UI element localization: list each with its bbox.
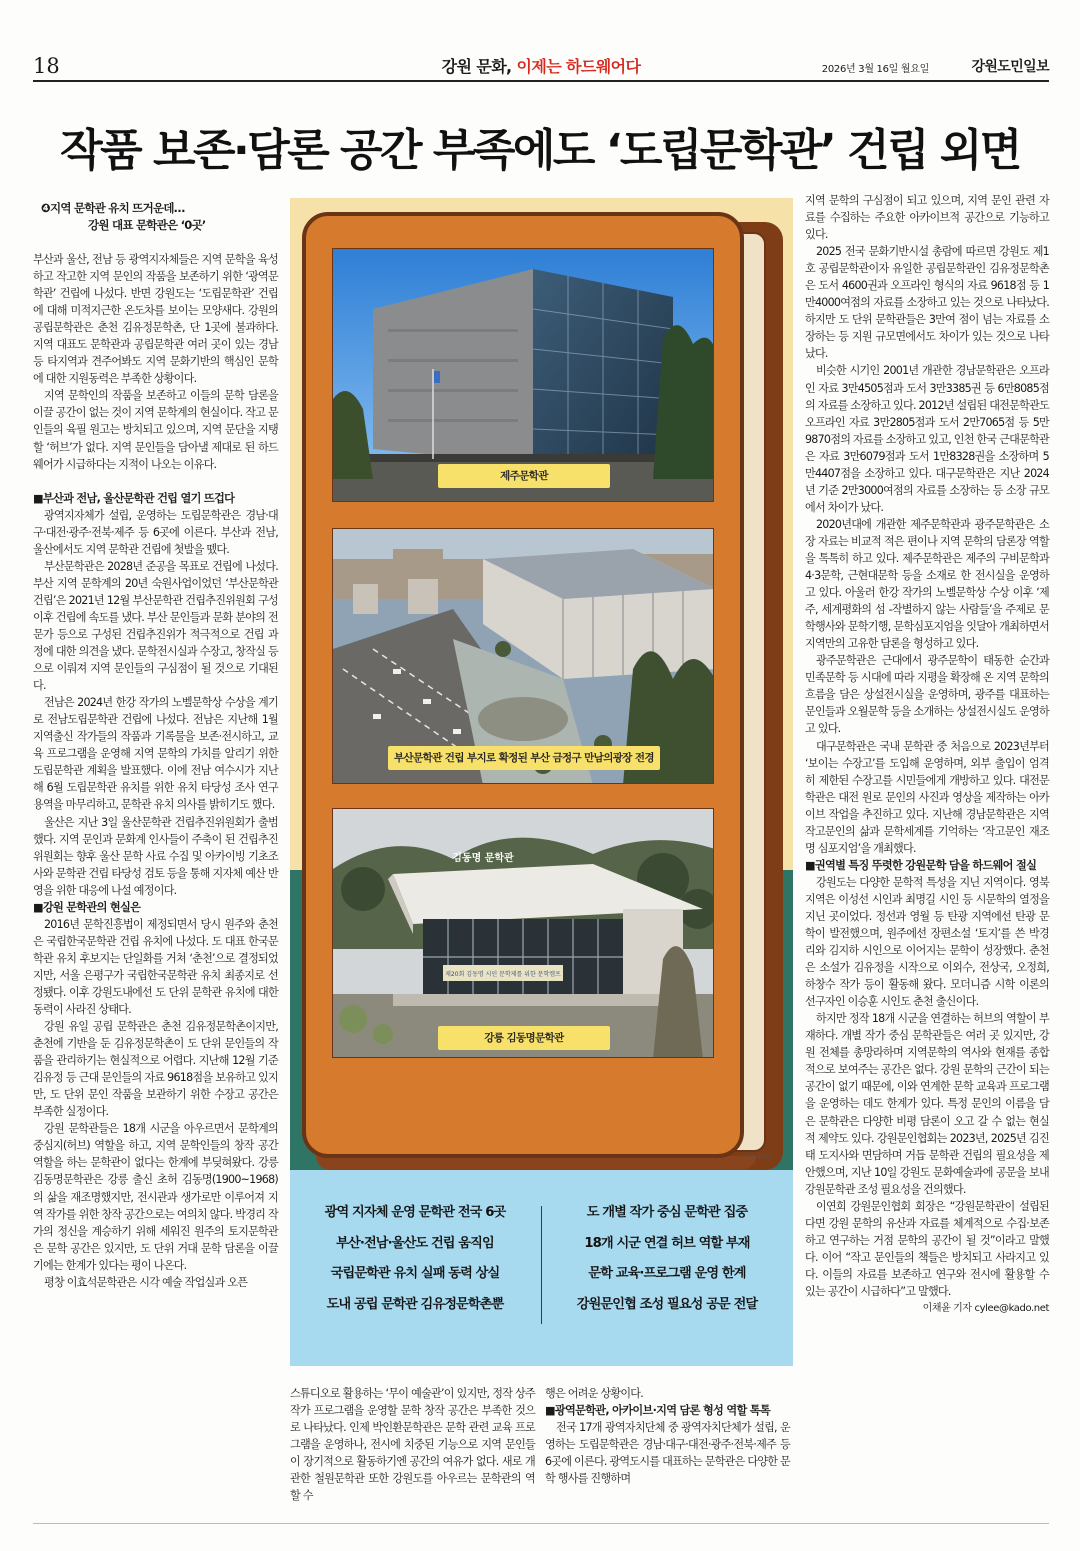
- photo-caption: 제주문학관: [438, 464, 610, 488]
- summary-item: 문학 교육·프로그램 운영 한계: [588, 1266, 746, 1281]
- paragraph: 스튜디오로 활용하는 ‘무이 예술관’이 있지만, 정작 상주작가 프로그램을 운영할 문학 창작 공간은 부족한 것으로 나타났다. 인제 박인환문학관은 문학 관련 교육 프로그램을 운영하나, 전시에 치중된 기능으로 지역 문인들이 장기적으로 활동하기엔 공간의 여유가 없다. 새로 개관한 철원문학관 또한 강원도를 아우르는 문학관의 역할 수: [290, 1387, 535, 1503]
- paragraph: 강원도는 다양한 문학적 특성을 지닌 지역이다. 영북 지역은 이성선 시인과 최명길 시인 등 시문학의 열정을 지닌 곳이었다. 정선과 영월 등 탄광 지역에선 탄광 문학이 발전했으며, 원주에선 장편소설 ‘토지’를 쓴 박경리와 김지하 시인으로 이어지는 문학이 성장했다. 춘천은 소설가 김유정을 시작으로 이외수, 전상국, 오정희, 하창수 작가 등이 활동해 왔다. 모더니즘 시학 이론의 선구자인 이승훈 시인도 춘천 출신이다.: [805, 875, 1049, 1009]
- paragraph: 지역 문학의 구심점이 되고 있으며, 지역 문인 관련 자료를 수집하는 주요한 아카이브적 공간으로 기능하고 있다.: [805, 194, 1049, 242]
- kicker-line-1: ❹지역 문학관 유치 뜨거운데…: [41, 201, 185, 215]
- paragraph: 광주문학관은 근대에서 광주문학이 태동한 순간과 민족문학 등 시대에 따라 지평을 확장해 온 지역 문학의 흐름을 담은 상설전시실을 운영하며, 광주를 대표하는 문인들과 오월문학 등을 소개하는 상설전시실도 운영하고 있다.: [805, 654, 1049, 736]
- summary-item: 강원문인협 조성 필요성 공문 전달: [576, 1296, 758, 1312]
- section-subhead: ■권역별 특징 뚜렷한 강원문학 담을 하드웨어 절실: [805, 858, 1037, 872]
- photo-caption: 강릉 김동명문학관: [438, 1026, 610, 1050]
- paragraph: 강원 문학관들은 18개 시군을 아우르면서 문학계의 중심지(허브) 역할을 하고, 지역 문학인들의 창작 공간 역할을 하는 문학관이 없다는 한계에 부딪혀왔다. 강릉 김동명문학관은 강릉 출신 초허 김동명(1900~1968)의 삶을 재조명했지만, 전시관과 생가로만 이루어져 지역 작가를 위한 창작 공간으로는 여의치 않다. 박경리 작가의 정신을 계승하기 위해 세워진 원주의 토지문학관은 문학 공간은 있지만, 도 단위 거대 문학 담론을 이끌기에는 한계가 있다는 평이 나온다.: [33, 1122, 278, 1272]
- photo-gangneung-museum: [332, 808, 714, 1058]
- summary-item: 국립문학관 유치 실패 동력 상실: [330, 1266, 500, 1281]
- paragraph: 이연희 강원문인협회 회장은 “강원문학관이 설립된다면 강원 문학의 유산과 자료를 체계적으로 수집·보존하고 연구하는 거점 문학의 공간이 될 것”이라고 말했다. 이어 “작고 문인들의 책들은 방치되고 사라지고 있다. 이들의 자료를 보존하고 연구와 전시에 활용할 수 있는 공간이 시급하다”고 말했다.: [805, 1199, 1049, 1298]
- paragraph: 2025 전국 문화기반시설 총람에 따르면 강원도 제1호 공립문학관이자 유일한 공립문학관인 김유정문학촌은 도서 4600권과 오프라인 형식의 자료 9618점 등 1만4000여점의 자료를 소장하고 있는 것으로 나타났다. 하지만 도 단위 문학관들은 3만여 점이 넘는 자료를 소장하는 등 지원 규모면에서도 차이가 있는 것으로 나타났다.: [805, 245, 1049, 361]
- summary-item: 광역 지자체 운영 문학관 전국 6곳: [324, 1205, 506, 1220]
- banner-text: 제20회 김동명 시인 문학제를 위한 문학캠프: [445, 971, 561, 978]
- summary-item: 도 개별 작가 중심 문학관 집중: [586, 1205, 748, 1220]
- gangneung-museum-illustration: [333, 809, 714, 1058]
- newspaper-name: 강원도민일보: [971, 59, 1049, 75]
- paragraph: 2020년대에 개관한 제주문학관과 광주문학관은 소장 자료는 비교적 적은 편이나 지역 문학의 담론장 역할을 톡톡히 하고 있다. 제주문학관은 제주의 구비문학과 4·3문학, 근현대문학 등을 소재로 한 전시실을 운영하고 있다. 아울러 한강 작가의 노벨문학상 수상 이후 ‘제주, 세계평화의 섬 -작별하지 않는 사람들’을 주제로 문학행사와 문학기행, 문학심포지엄을 잇달아 개최하면서 지역만의 고유한 담론을 형성하고 있다.: [805, 517, 1049, 651]
- spacer: [33, 234, 278, 251]
- book-infographic: [290, 198, 793, 1366]
- summary-item: 부산·전남·울산도 건립 움직임: [336, 1235, 494, 1251]
- sign-text: 김동명 문학관: [452, 853, 514, 864]
- section-title-part1: 강원 문화,: [441, 57, 512, 76]
- illustration-credit: 아이클릭아트: [739, 1155, 771, 1161]
- paragraph: 부산과 울산, 전남 등 광역지자체들은 지역 문학을 육성하고 작고한 지역 문인의 작품을 보존하기 위한 ‘광역문학관’ 건립에 나섰다. 반면 강원도는 ‘도립문학관’ 건립에 대해 미적지근한 온도차를 보이는 모양새다. 강원의 공립문학관은 춘천 김유정문학촌, 단 1곳에 불과하다. 지역 대표도 문학관과 공립문학관 여러 곳이 있는 경남 등 타지역과 견주어봐도 지역 문화기반의 핵심인 문학에 대한 지원동력은 부족한 상황이다.: [33, 253, 278, 386]
- paragraph: 강원 유일 공립 문학관은 춘천 김유정문학촌이지만, 춘천에 기반을 둔 김유정문학촌이 도 단위 문인들의 작품을 관리하기는 현실적으로 어렵다. 지난해 12월 기준 김유정 등 근대 문인들의 자료 9618점을 보유하고 있지만, 도 단위 문인 작품을 보관하기 위한 수장고 공간은 부족한 실정이다.: [33, 1020, 278, 1119]
- page-header: [33, 52, 1049, 80]
- paragraph: 부산문학관은 2028년 준공을 목표로 건립에 나섰다. 부산 지역 문학계의 20년 숙원사업이었던 ‘부산문학관 건립’은 2021년 12월 부산문학관 건립추진위원회 구성 이후 건립에 속도를 냈다. 부산 문인들과 문화 분야의 전문가 등으로 구성된 건립추진위가 적극적으로 건립 과정에 대한 의견을 냈다. 문학전시실과 수장고, 창작실 등으로 이뤄져 지역 문인들의 구심점이 될 것으로 기대된다.: [33, 559, 278, 693]
- headline: 작품 보존·담론 공간 부족에도 ‘도립문학관’ 건립 외면: [60, 125, 1020, 176]
- page-number: 18: [33, 54, 60, 78]
- summary-right: [542, 1198, 792, 1320]
- section-subhead: ■부산과 전남, 울산문학관 건립 열기 뜨겁다: [33, 491, 235, 505]
- kicker-line-2: 강원 대표 문학관은 ‘0곳’: [88, 218, 206, 232]
- paragraph: 2016년 문학진흥법이 제정되면서 당시 원주와 춘천은 국립한국문학관 건립 유치에 나섰다. 도 대표 한국문학관 유치 후보지는 단일화를 거쳐 ‘춘천’으로 결정되었지만, 서울 은평구가 국립한국문학관 유치 최종지로 선정됐다. 이후 강원도내에선 도 단위 문학관 유치에 대한 동력이 사라진 상태다.: [33, 917, 278, 1017]
- section-subhead: ■광역문학관, 아카이브·지역 담론 형성 역할 톡톡: [545, 1404, 770, 1418]
- paragraph: 지역 문학인의 작품을 보존하고 이들의 문학 담론을 이끌 공간이 없는 것이 지역 문학계의 현실이다. 작고 문인들의 육필 원고는 방치되고 있으며, 지역 문단을 지탱할 ‘허브’가 없다. 지역 문인들을 담아낼 제대로 된 하드웨어가 시급하다는 지적이 나오는 이유다.: [33, 389, 278, 471]
- summary-item: 도내 공립 문학관 김유정문학촌뿐: [326, 1296, 504, 1312]
- article-column-3: [545, 1385, 790, 1487]
- paragraph: 비슷한 시기인 2001년 개관한 경남문학관은 오프라인 자료 3만4505점과 도서 3만3385권 등 6만8085점의 자료를 소장하고 있다. 2012년 설립된 대전문학관도 오프라인 자료 3만2805점과 도서 2만7065점 등 5만9870점의 자료를 소장하고 있고, 인천 한국 근대문학관은 자료 3만6079점과 도서 1만8328권을 소장하며 5만4407점을 소장하고 있다. 대구문학관은 지난 2024년 기준 2만3000여점의 자료를 소장하는 등 소장 규모에서 차이가 났다.: [805, 364, 1050, 514]
- spacer: [33, 473, 278, 490]
- section-title-part2: 이제는 하드웨어다: [511, 57, 641, 76]
- book-bottom-edge: [316, 1156, 756, 1170]
- issue-date: 2026년 3월 16일 월요일: [821, 64, 929, 75]
- summary-box: [290, 1198, 793, 1338]
- section-subhead: ■강원 문학관의 현실은: [33, 900, 141, 914]
- paragraph: 울산은 지난 3일 울산문학관 건립추진위원회가 출범했다. 지역 문인과 문화계 인사들이 주축이 된 건립추진위원회는 향후 울산 문학 사료 수집 및 아카이빙 기초조사와 문학관 건립 타당성 검토 등을 통해 지자체 예산 반영을 위한 대응에 나설 예정이다.: [33, 815, 278, 897]
- photo-caption: 부산문학관 건립 부지로 확정된 부산 금정구 만남의광장 전경: [388, 746, 660, 770]
- paragraph: 광역지자체가 설립, 운영하는 도립문학관은 경남·대구·대전·광주·전북·제주 등 6곳에 이른다. 부산과 전남, 울산에서도 지역 문학관 건립에 첫발을 뗐다.: [33, 508, 278, 556]
- article-column-4: [805, 192, 1049, 1317]
- byline: 이채윤 기자 cylee@kado.net: [922, 1303, 1049, 1315]
- header-rule: [33, 80, 1049, 82]
- footer-rule: [33, 1523, 1049, 1524]
- paragraph: 전국 17개 광역자치단체 중 광역자치단체가 설립, 운영하는 도립문학관은 경남·대구·대전·광주·전북·제주 등 6곳에 이른다. 광역도시를 대표하는 문학관은 다양한 문학 행사를 진행하며: [545, 1421, 791, 1486]
- article-column-2: [290, 1385, 535, 1504]
- paragraph: 하지만 정작 18개 시군을 연결하는 허브의 역할이 부재하다. 개별 작가 중심 문학관들은 여러 곳 있지만, 강원 전체를 총망라하며 지역문학의 역사와 현재를 종합적으로 보여주는 공간은 없다. 강원 문학의 근간이 되는 공간이 없기 때문에, 이와 연계한 문학 교육과 프로그램을 운영하는 데도 한계가 있다. 특정 문인의 이름을 담은 문학관은 다양한 비평 담론이 오고 갈 수 없는 현실적 제약도 있다. 강원문인협회는 2023년, 2025년 김진태 도지사와 면담하며 거듭 문학관 건립의 필요성을 제안했으며, 지난 10일 강원도 문화예술과에 공문을 보내 강원문학관 조성 필요성을 건의했다.: [805, 1012, 1049, 1196]
- summary-item: 18개 시군 연결 허브 역할 부재: [584, 1235, 750, 1251]
- kicker: [33, 200, 278, 234]
- paragraph: 전남은 2024년 한강 작가의 노벨문학상 수상을 계기로 전남도립문학관 건립에 나섰다. 전남은 지난해 1월 지역출신 작가들의 작품과 기록물을 보존·전시하고, 교육 프로그램을 운영해 지역 문학의 가치를 알리기 위한 도립문학관 계획을 발표했다. 이에 전남 여수시가 지난해 6월 도립문학관 유치를 위한 유치 타당성 조사 연구용역을 마무리하고, 문학관 유치 의사를 밝히기도 했다.: [33, 696, 278, 812]
- paragraph: 평창 이효석문학관은 시각 예술 작업실과 오픈: [44, 1275, 248, 1289]
- article-column-1: [33, 200, 278, 1291]
- paragraph: 행은 어려운 상황이다.: [545, 1387, 644, 1400]
- paragraph: 대구문학관은 국내 문학관 중 처음으로 2023년부터 ‘보이는 수장고’를 도입해 운영하며, 외부 출입이 엄격히 제한된 수장고를 시민들에게 개방하고 있다. 대전문학관은 대전 원로 문인의 사진과 영상을 제작하는 아카이브 작업을 추진하고 있다. 지난해 경남문학관은 지역 작고문인의 삶과 문학세계를 기억하는 ‘작고문인 재조명 심포지엄’을 개최했다.: [805, 739, 1049, 855]
- summary-left: [290, 1198, 540, 1320]
